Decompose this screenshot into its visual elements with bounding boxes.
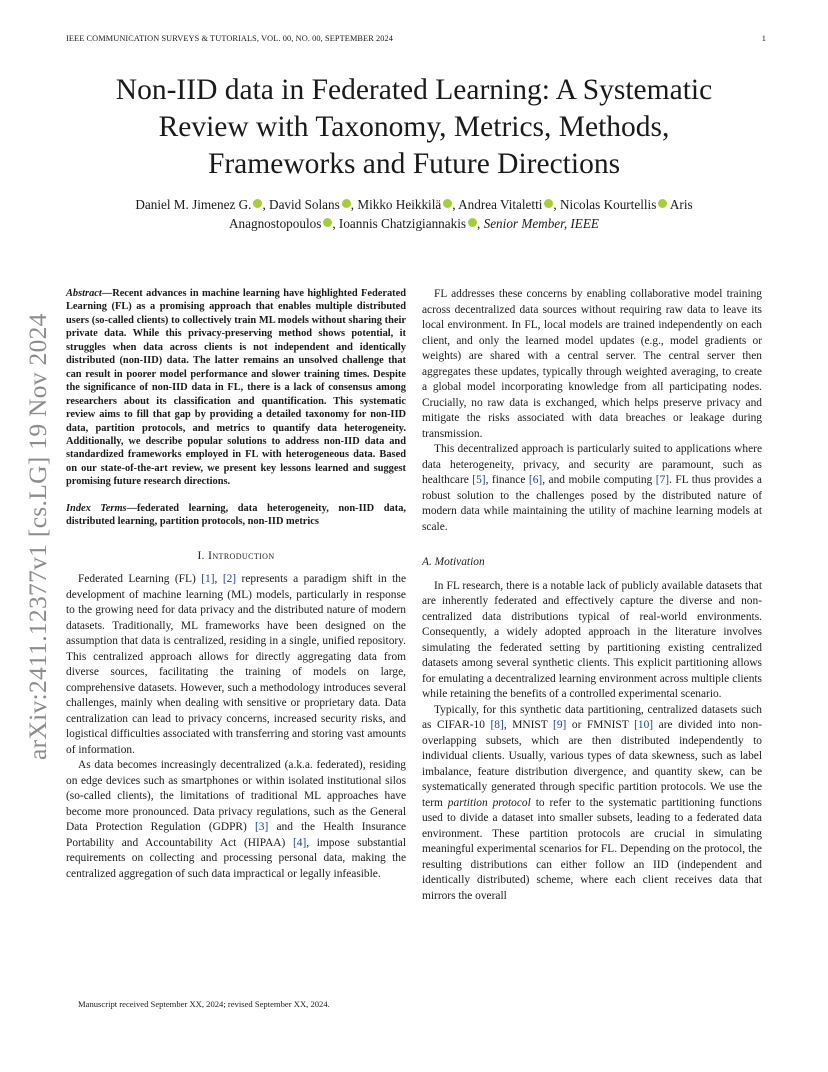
page-number: 1 bbox=[761, 34, 766, 43]
index-terms: Index Terms—federated learning, data heterogeneity, non-IID data, distributed learning, partition protocols, non-IID metrics bbox=[66, 502, 406, 528]
paragraph: In FL research, there is a notable lack of publicly available datasets that are inherently federated and effectively capture the diverse and non-centralized data distributions typical of real-world environments. Consequently, a widely adopted approach in the literature involves simulating the federated setting by partitioning existing centralized datasets among several synthetic clients. This explicit partitioning allows for emulating a decentralized learning environment across multiple clients while retaining the benefits of a controlled experimental scenario. bbox=[422, 579, 762, 700]
text-run: . FL thus provides a robust solution to the challenges posed by the distributed nature of modern data while maintaining the utility of machine learning models at scale. bbox=[422, 474, 762, 533]
title-line: Non-IID data in Federated Learning: A Systematic bbox=[115, 74, 713, 106]
emphasized-term: partition protocol bbox=[447, 796, 531, 809]
text-run: are divided into non-overlapping subsets, which are then distributed independently to individual clients. Usually, various types of data skewness, such as label imbalance, feature distribution divergence, and quantity skew, can be systematically generated through specific partition protocols. We use the term bbox=[422, 719, 763, 809]
text-run: , and mobile computing bbox=[542, 474, 656, 486]
abstract-label: Abstract bbox=[66, 288, 102, 299]
citation-link[interactable]: [9] bbox=[553, 719, 567, 731]
journal-header: IEEE COMMUNICATION SURVEYS & TUTORIALS, VOL. 00, NO. 00, SEPTEMBER 2024 bbox=[66, 34, 394, 43]
manuscript-footnote: Manuscript received September XX, 2024; revised September XX, 2024. bbox=[78, 999, 330, 1009]
text-run: , bbox=[214, 573, 223, 586]
text-run: This decentralized approach is particularly suited to applications where data heterogeneity, privacy, and security are paramount, such as healthcare bbox=[422, 443, 762, 486]
citation-link[interactable]: [5] bbox=[472, 474, 486, 486]
author-name: David Solans bbox=[269, 197, 340, 212]
paper-title bbox=[40, 72, 788, 183]
text-run: As data becomes increasingly decentralized (a.k.a. federated), residing on edge devices such as smartphones or within isolated institutional silos (so-called clients), the limitations of traditional ML approaches have become more pronounced. Data privacy regulations, such as the General Data Protection Regulation (GDPR) bbox=[66, 759, 406, 834]
author-name: Ioannis Chatzigiannakis bbox=[338, 215, 467, 231]
orcid-icon[interactable] bbox=[443, 199, 452, 208]
citation-link[interactable]: [4] bbox=[292, 836, 307, 849]
orcid-icon[interactable] bbox=[658, 199, 667, 208]
author-name: Daniel M. Jimenez G. bbox=[135, 197, 252, 212]
text-run: represents a paradigm shift in the development of machine learning (ML) models, particularly in response to the growing need for data privacy and the distributed nature of modern datasets. Traditionally, ML frameworks have been designed on the assumption that data is centralized, residing in a single, unified repository. This centralized approach allows for directly aggregating data from diverse sources, facilitating the training of models on large, comprehensive datasets. However, such a methodology introduces several challenges, mainly when dealing with sensitive or proprietary data. Data centralization can lead to privacy concerns, increased security risks, and logistical difficulties associated with transferring and storing vast amounts of information. bbox=[66, 573, 407, 756]
subsection-heading-motivation: A. Motivation bbox=[422, 556, 485, 568]
orcid-icon[interactable] bbox=[468, 218, 477, 227]
title-line: Review with Taxonomy, Metrics, Methods, bbox=[158, 111, 670, 143]
citation-link[interactable]: [3] bbox=[255, 821, 269, 834]
author-name: Andrea Vitaletti bbox=[458, 197, 543, 212]
running-header bbox=[66, 34, 766, 43]
citation-link[interactable]: [6] bbox=[528, 474, 543, 486]
text-run: to refer to the systematic partitioning functions used to divide a dataset into smaller subsets, leading to a federated data environment. These partition protocols are crucial in simulating meaningful experimental scenarios for FL. Depending on the protocol, the resulting distributions can either follow an IID (independent and identically distributed) scheme, where each client receives data that mirrors the overall bbox=[422, 796, 762, 902]
arxiv-identifier: arXiv:2411.12377v1 [cs.LG] 19 Nov 2024 bbox=[23, 313, 52, 760]
right-column bbox=[422, 287, 762, 904]
abstract: Abstract—Recent advances in machine learning have highlighted Federated Learning (FL) as a promising approach that enables multiple distributed users (so-called clients) to collectively train ML models without sharing their private data. While this privacy-preserving method shows potential, it struggles when data across clients is not independent and identically distributed (non-IID) data. The latter remains an unsolved challenge that can result in poorer model performance and slower training times. Despite the significance of non-IID data in FL, there is a lack of consensus among researchers about its classification and quantification. This systematic review aims to fill that gap by providing a detailed taxonomy for non-IID data, partition protocols, and metrics to quantify data heterogeneity. Additionally, we describe popular solutions to address non-IID data and standardized frameworks employed in FL with heterogeneous data. Based on our state-of-the-art review, we present key lessons learned and suggest promising future research directions. bbox=[66, 288, 406, 488]
paragraph bbox=[422, 703, 762, 905]
section-title: Introduction bbox=[208, 549, 275, 562]
author-name: Nicolas Kourtellis bbox=[560, 197, 657, 212]
abstract-text: Recent advances in machine learning have highlighted Federated Learning (FL) as a promising approach that enables multiple distributed users (so-called clients) to collectively train ML models without sharing their private data. While this privacy-preserving method shows potential, it struggles when data across clients is not independent and identically distributed (non-IID) data. The latter remains an unsolved challenge that can result in poorer model performance and slower training times. Despite the significance of non-IID data in FL, there is a lack of consensus among researchers about its classification and quantification. This systematic review aims to fill that gap by providing a detailed taxonomy for non-IID data, partition protocols, and metrics to quantify data heterogeneity. Additionally, we describe popular solutions to address non-IID data and standardized frameworks employed in FL with heterogeneous data. Based on our state-of-the-art review, we present key lessons learned and suggest promising future research directions. bbox=[66, 288, 406, 488]
left-column bbox=[66, 287, 406, 882]
section-numeral: I. bbox=[197, 549, 205, 562]
citation-link[interactable]: [10] bbox=[634, 719, 654, 731]
orcid-icon[interactable] bbox=[544, 199, 553, 208]
orcid-icon[interactable] bbox=[323, 218, 332, 227]
citation-link[interactable]: [8] bbox=[490, 719, 504, 731]
citation-link[interactable]: [1] bbox=[201, 573, 215, 586]
text-run: , MNIST bbox=[503, 719, 554, 731]
author-name-part: Aris bbox=[669, 197, 693, 212]
text-run: or FMNIST bbox=[566, 719, 635, 731]
orcid-icon[interactable] bbox=[342, 199, 351, 208]
text-run: Federated Learning (FL) bbox=[78, 573, 202, 586]
paragraph bbox=[422, 442, 762, 535]
citation-link[interactable]: [7] bbox=[655, 474, 670, 486]
author-list: Daniel M. Jimenez G. , David Solans , Mikko Heikkilä , Andrea Vitaletti , Nicolas Kourtellis Aris Anagnostopoulos , Ioannis Chatzigiannakis , Senior Member, IEEE bbox=[135, 197, 693, 231]
text-run: and the Health Insurance Portability and Accountability Act (HIPAA) bbox=[66, 821, 407, 849]
text-run: Typically, for this synthetic data partitioning, centralized datasets such as CIFAR-10 bbox=[422, 703, 762, 731]
orcid-icon[interactable] bbox=[253, 199, 262, 208]
index-terms-text: federated learning, data heterogeneity, non-IID data, distributed learning, partition protocols, non-IID metrics bbox=[66, 502, 406, 528]
author-name-part: Anagnostopoulos bbox=[229, 215, 322, 231]
author-name: Mikko Heikkilä bbox=[357, 197, 442, 212]
paragraph: FL addresses these concerns by enabling collaborative model training across decentralized data sources without requiring raw data to leave its local environment. In FL, local models are trained independently on each client, and only the learned model updates (e.g., model gradients or weights) are shared with a central server. The central server then aggregates these updates, typically through weighted averaging, to create a global model incorporating knowledge from all participating nodes. Crucially, no raw data is exchanged, which helps preserve privacy and mitigate the risks associated with data breaches or leakage during transmission. bbox=[422, 288, 762, 440]
text-run: , impose substantial requirements on collecting and processing personal data, making the centralized aggregation of such data impractical or legally infeasible. bbox=[66, 836, 406, 880]
paragraph bbox=[66, 758, 406, 882]
author-membership: Senior Member, IEEE bbox=[483, 215, 599, 231]
index-terms-label: Index Terms bbox=[66, 502, 127, 514]
paragraph bbox=[66, 572, 406, 758]
text-run: , finance bbox=[485, 474, 529, 486]
title-line: Frameworks and Future Directions bbox=[207, 148, 621, 180]
citation-link[interactable]: [2] bbox=[222, 573, 237, 586]
section-heading-introduction bbox=[66, 549, 406, 565]
